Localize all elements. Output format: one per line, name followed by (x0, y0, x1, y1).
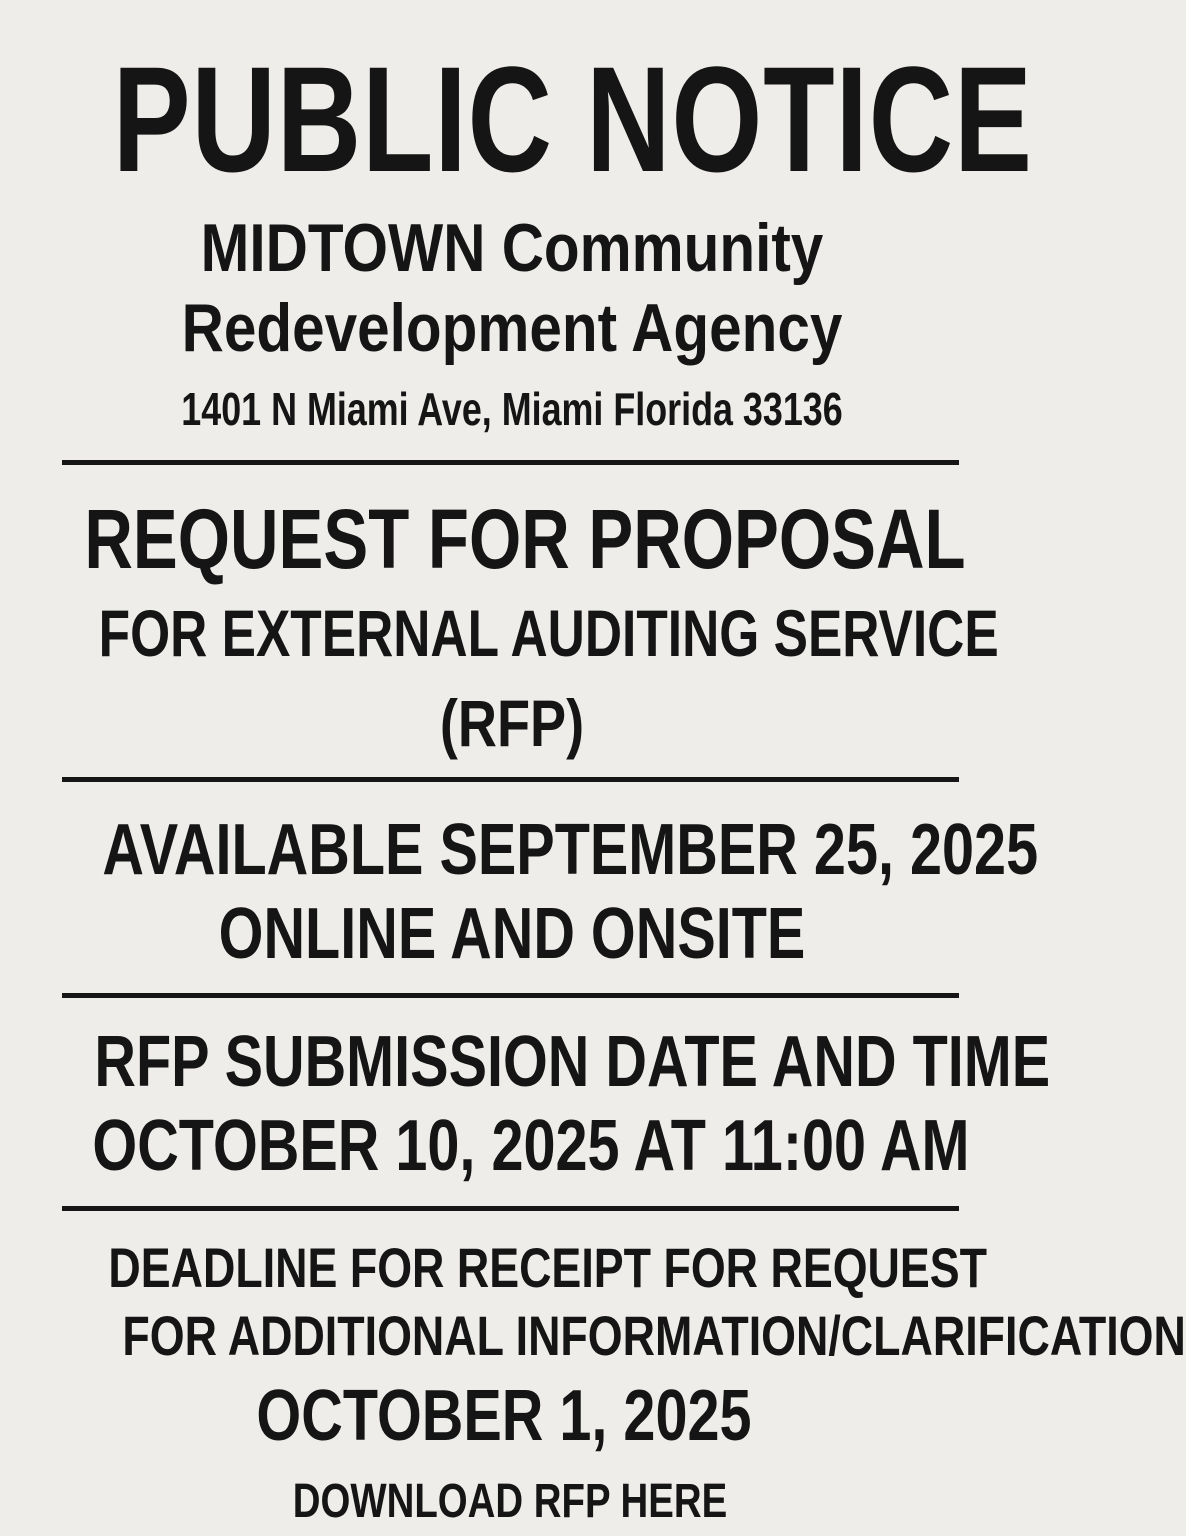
rfp-title: REQUEST FOR PROPOSAL (84, 492, 966, 586)
submission-heading: RFP SUBMISSION DATE AND TIME (94, 1022, 1051, 1102)
deadline-heading-line1: DEADLINE FOR RECEIPT FOR REQUEST (108, 1236, 988, 1299)
submission-datetime: OCTOBER 10, 2025 AT 11:00 AM (92, 1106, 970, 1186)
availability-method: ONLINE AND ONSITE (218, 894, 806, 974)
rfp-subtitle: FOR EXTERNAL AUDITING SERVICE (98, 596, 999, 670)
agency-name-line2: Redevelopment Agency (181, 290, 843, 366)
agency-name-line1: MIDTOWN Community (200, 210, 824, 286)
divider (62, 993, 959, 998)
divider (62, 460, 959, 465)
download-rfp-link[interactable]: DOWNLOAD RFP HERE (292, 1475, 728, 1528)
availability-date: AVAILABLE SEPTEMBER 25, 2025 (102, 810, 1039, 890)
rfp-abbreviation: (RFP) (439, 686, 585, 760)
deadline-heading-line2: FOR ADDITIONAL INFORMATION/CLARIFICATION (122, 1304, 1186, 1367)
deadline-date: OCTOBER 1, 2025 (256, 1376, 752, 1456)
notice-title: PUBLIC NOTICE (112, 35, 1033, 203)
divider (62, 1206, 959, 1211)
agency-address: 1401 N Miami Ave, Miami Florida 33136 (181, 383, 843, 435)
divider (62, 777, 959, 782)
